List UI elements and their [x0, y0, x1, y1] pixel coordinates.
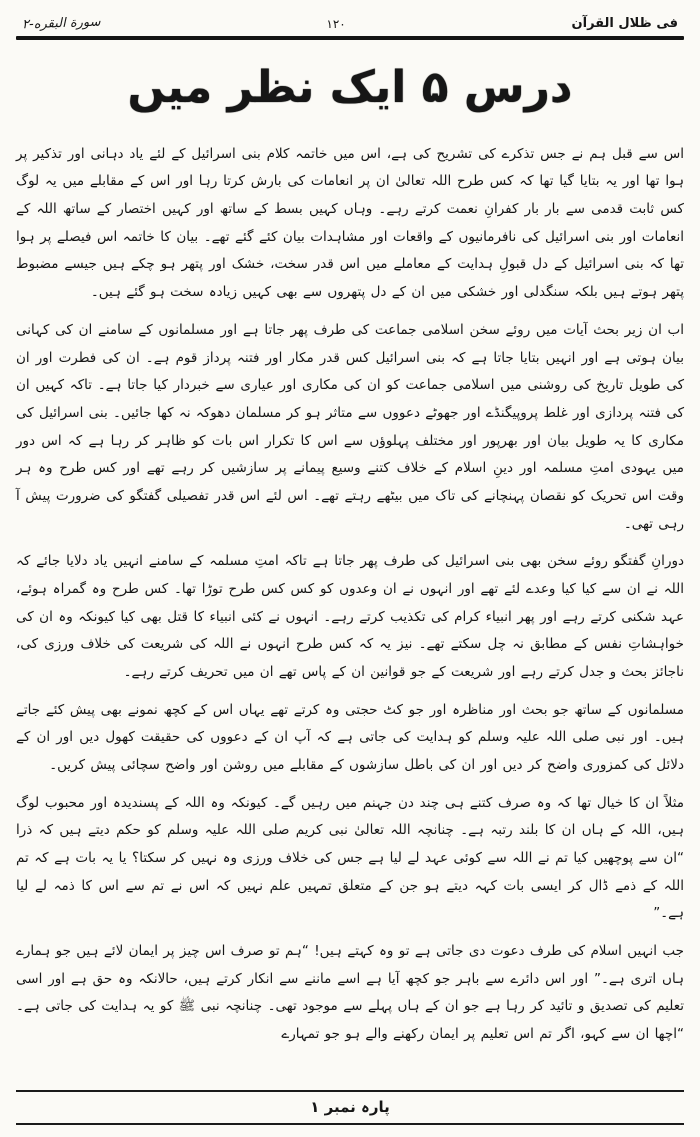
header-page-number: ۱۲۰ [326, 17, 346, 31]
header-rule [16, 36, 684, 40]
header-book-title: فی ظلال القرآن [571, 16, 678, 31]
header-surah-label: سورة البقره-۲ [21, 14, 101, 33]
footer-rule-bottom [16, 1123, 684, 1125]
paragraph: اب ان زیر بحث آیات میں روئے سخن اسلامی جماعت کی طرف پھر جاتا ہے اور مسلمانوں کے سامنے ان کی کہانی بیان ہوتی ہے اور انہیں بتایا جاتا ہے کہ بنی اسرائیل کس قدر مکار اور فتنہ پرداز قوم ہے۔ ان کی فطرت اور ان کی طویل تاریخ کی روشنی میں اسلامی جماعت کو ان کی مکاری اور عیاری سے خبردار کیا جاتا ہے۔ تاکہ کہیں ان کی فتنہ پردازی اور غلط پروپیگنڈے اور جھوٹے دعووں سے متاثر ہو کر مسلمان دھوکہ نہ کھا جائیں۔ بنی اسرائیل کی مکاری کا یہ طویل بیان اور بھرپور اور مختلف پہلوؤں سے اس کا تکرار اس بات کو ظاہر کر رہا ہے کہ اس دور میں یہودی امتِ مسلمہ اور دینِ اسلام کے خلاف کتنے وسیع پیمانے پر سازشیں کر رہے تھے اور کس طرح وہ ہر وقت اس تحریک کو نقصان پہنچانے کی تاک میں بیٹھے رہتے تھے۔ اس لئے اس قدر تفصیلی گفتگو کی ضرورت پیش آ رہی تھی۔ [16, 321, 684, 532]
body-text [16, 141, 684, 1049]
paragraph: دورانِ گفتگو روئے سخن بھی بنی اسرائیل کی طرف پھر جاتا ہے تاکہ امتِ مسلمہ کے سامنے انہیں یاد دلایا جائے کہ اللہ نے ان سے کیا کیا وعدے لئے تھے اور انہوں نے ان وعدوں کو کس کس طرح توڑا تھا۔ کس طرح وہ گمراہ ہوئے، عہد شکنی کرتے رہے اور پھر انبیاء کرام کی تکذیب کرتے رہے۔ انہوں نے کئی انبیاء کا قتل بھی کیا کیونکہ وہ ان کی خواہشاتِ نفس کے مطابق نہ چل سکتے تھے۔ نیز یہ کہ کس طرح انہوں نے اللہ کی شریعت کی خلاف ورزی کی، ناجائز بحث و جدل کرتے رہے اور شریعت کے جو قوانین ان کے پاس تھے ان میں تحریف کرتے رہے۔ [16, 553, 684, 680]
paragraph: مسلمانوں کے ساتھ جو بحث اور مناظرہ اور جو کٹ حجتی وہ کرتے تھے یہاں اس کے کچھ نمونے بھی پیش کئے جاتے ہیں۔ اور نبی صلی اللہ علیہ وسلم کو ہدایت کی جاتی ہے کہ آپ ان کے دعووں کی حقیقت کھول دیں اور ان کے دلائل کی کمزوری واضح کر دیں اور ان کی باطل سازشوں کے مقابلے میں روشن اور واضح سچائی پیش کریں۔ [16, 701, 684, 773]
paragraph: جب انہیں اسلام کی طرف دعوت دی جاتی ہے تو وہ کہتے ہیں! “ہم تو صرف اس چیز پر ایمان لائے ہیں جو ہمارے ہاں اتری ہے۔” اور اس دائرے سے باہر جو کچھ آیا ہے اسے ماننے سے انکار کرتے ہیں، حالانکہ وہ حق ہے اور اسی تعلیم کی تصدیق و تائید کر رہا ہے جو ان کے ہاں پہلے سے موجود تھی۔ چنانچہ نبی ﷺ کو یہ ہدایت کی جاتی ہے۔ “اچھا ان سے کہو، اگر تم اس تعلیم پر ایمان رکھنے والے ہو جو تمہارے [16, 942, 684, 1042]
page-footer [16, 1090, 684, 1125]
paragraph: مثلاً ان کا خیال تھا کہ وہ صرف کتنے ہی چند دن جہنم میں رہیں گے۔ کیونکہ وہ اللہ کے پسندیدہ اور محبوب لوگ ہیں، اللہ کے ہاں ان کا بلند رتبہ ہے۔ چنانچہ اللہ تعالیٰ نبی کریم صلی اللہ علیہ وسلم کو حکم دیتے ہیں کہ ذرا “ان سے پوچھیں کیا تم نے اللہ سے کوئی عہد لے لیا ہے جس کی خلاف ورزی وہ نہیں کر سکتا؟ یا یہ بات ہے کہ تم اللہ کے ذمے ڈال کر ایسی بات کہہ دیتے ہو جن کے متعلق تمہیں علم نہیں کہ اس نے تم سے اس کا ذمہ لے لیا ہے۔” [16, 794, 684, 922]
page-header [16, 14, 684, 36]
footer-parah-label: پارہ نمبر ۱ [310, 1098, 390, 1116]
lesson-title: درس ۵ ایک نظر میں [127, 62, 573, 113]
paragraph: اس سے قبل ہم نے جس تذکرے کی تشریح کی ہے، اس میں خاتمہ کلام بنی اسرائیل کے لئے یاد دہانی اور تذکیر پر ہوا تھا اور یہ بتایا گیا تھا کہ کس طرح اللہ تعالیٰ ان پر انعامات کی بارش کرتا رہا اور اس کے مقابلے میں یہ لوگ کس ثابت قدمی سے بار بار کفرانِ نعمت کرتے رہے۔ وہاں کہیں بسط کے ساتھ اور کہیں اختصار کے ساتھ اللہ کے انعامات اور بنی اسرائیل کی نافرمانیوں کے واقعات اور مشاہدات بیان کئے گئے تھے۔ بیان کا خاتمہ اس فیصلے پر ہوا تھا کہ بنی اسرائیل کے دل قبولِ ہدایت کے معاملے میں اس قدر سخت، خشک اور پتھر ہو چکے ہیں جیسے مضبوط پتھر ہوتے ہیں بلکہ سنگدلی اور خشکی میں ان کے دل پتھروں سے بھی کہیں زیادہ سخت ہو گئے ہیں۔ [16, 145, 684, 301]
